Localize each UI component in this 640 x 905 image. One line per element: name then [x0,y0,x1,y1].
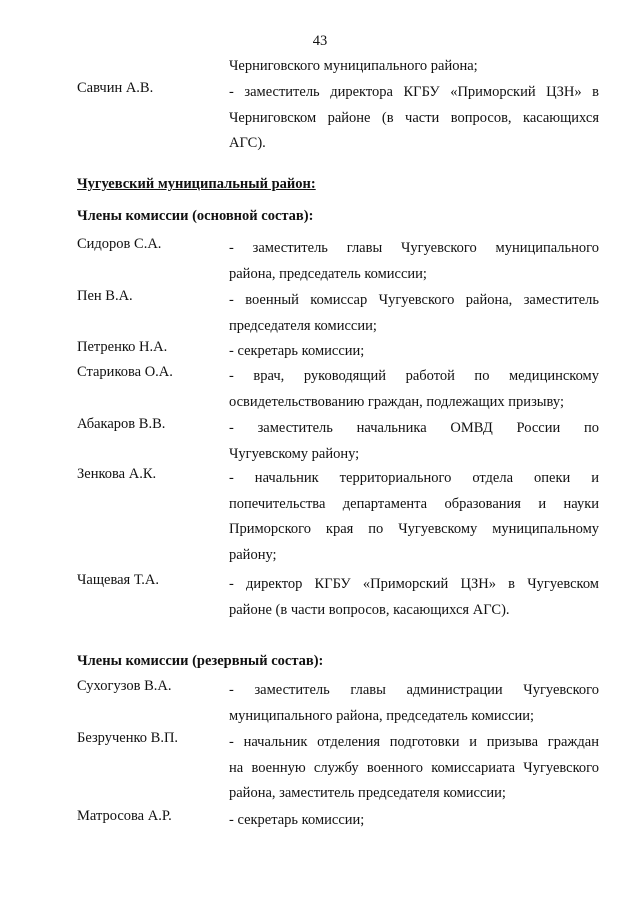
member-description [229,339,599,365]
member-description [229,730,599,807]
main-section-heading: Члены комиссии (основной состав): [77,208,314,224]
member-name: Зенкова А.К. [77,466,157,482]
member-name: Безрученко В.П. [77,730,179,746]
description-line: председателя комиссии; [229,317,377,334]
member-description [229,364,599,415]
description-line: району; [229,546,277,563]
description-line: района, председатель комиссии; [229,265,427,282]
description-line: - начальник отделения подготовки и призыва граждан [229,734,599,750]
member-name: Чащевая Т.А. [77,572,159,588]
description-line: Чугуевскому району; [229,445,360,462]
member-description [229,808,599,834]
description-line: - врач, руководящий работой по медицинскому [229,368,599,384]
continuation-line: Черниговского муниципального района; [229,58,478,74]
description-line: Приморского края по Чугуевскому муниципальному [229,521,599,537]
member-name: Савчин А.В. [77,80,154,96]
member-description [229,466,599,568]
description-line: - заместитель главы администрации Чугуевского [229,682,599,698]
description-line: районе (в части вопросов, касающихся АГС). [229,601,510,618]
member-name: Старикова О.А. [77,364,173,380]
description-line: - секретарь комиссии; [229,812,365,828]
member-name: Сухогузов В.А. [77,678,172,694]
description-line: района, заместитель председателя комиссии; [229,785,506,801]
description-line: - заместитель начальника ОМВД России по [229,420,599,436]
member-name: Петренко Н.А. [77,339,168,355]
description-line: АГС). [229,135,266,151]
description-line: - начальник территориального отдела опеки и [229,470,599,486]
description-line: - военный комиссар Чугуевского района, заместитель [229,292,599,308]
member-description [229,416,599,467]
continuation-text [229,54,599,80]
member-description [229,288,599,339]
member-description [229,678,599,729]
member-name: Сидоров С.А. [77,236,162,252]
member-description [229,572,599,623]
member-name: Пен В.А. [77,288,133,304]
district-heading: Чугуевский муниципальный район: [77,176,316,192]
description-line: - директор КГБУ «Приморский ЦЗН» в Чугуевском [229,576,599,592]
member-description [229,236,599,287]
member-name: Абакаров В.В. [77,416,166,432]
description-line: - заместитель директора КГБУ «Приморский ЦЗН» в [229,84,599,100]
description-line: Черниговском районе (в части вопросов, касающихся [229,109,599,126]
description-line: муниципального района, председатель комиссии; [229,707,535,724]
description-line: освидетельствованию граждан, подлежащих призыву; [229,393,564,410]
member-name: Матросова А.Р. [77,808,172,824]
description-line: - заместитель главы Чугуевского муниципального [229,240,599,256]
description-line: на военную службу военного комиссариата Чугуевского [229,759,599,776]
reserve-section-heading: Члены комиссии (резервный состав): [77,653,324,669]
member-description [229,80,599,157]
description-line: - секретарь комиссии; [229,343,365,359]
description-line: попечительства департамента образования и науки [229,495,599,512]
page-number: 43 [312,33,328,49]
